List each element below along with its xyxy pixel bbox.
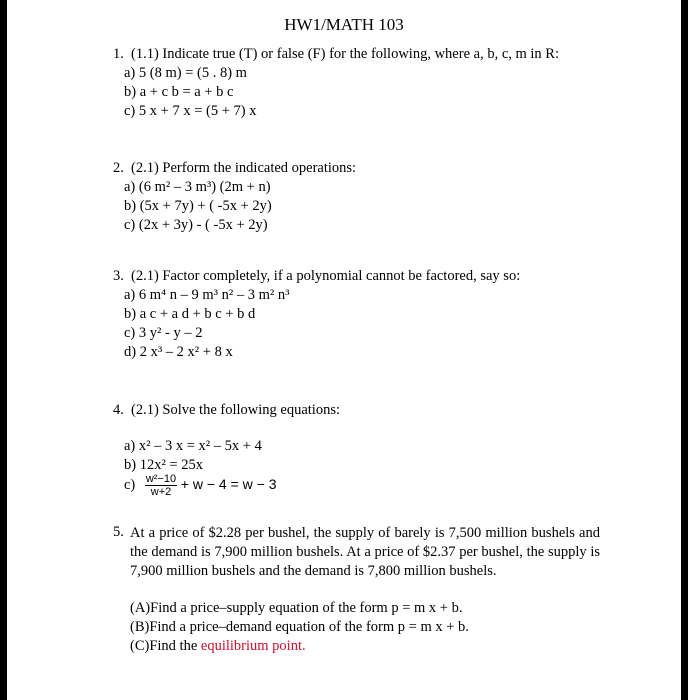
list-item: c) 3 y² - y – 2 (124, 325, 203, 341)
question-text: (2.1) Solve the following equations: (131, 402, 341, 418)
list-item: (A)Find a price–supply equation of the form p = m x + b. (130, 600, 463, 616)
question-number: 4. (113, 402, 124, 418)
fraction (145, 473, 177, 498)
part-c-text: (C)Find the (130, 638, 198, 654)
list-item: c) 5 x + 7 x = (5 + 7) x (124, 103, 257, 119)
question-number: 2. (113, 160, 124, 176)
question-text: (2.1) Factor completely, if a polynomial cannot be factored, say so: (131, 268, 521, 284)
question-text: At a price of $2.28 per bushel, the supply of barely is 7,500 million bushels and the demand is 7,900 million bushels. At a price of $2.37 per bushel, the supply is 7,900 million bushels and the demand is 7,800 million bushels. (130, 525, 600, 579)
list-item: c) (2x + 3y) - ( -5x + 2y) (124, 217, 268, 233)
question-text: (2.1) Perform the indicated operations: (131, 160, 357, 176)
equilibrium-point-link[interactable]: equilibrium point. (200, 638, 306, 654)
question-number: 5. (113, 524, 124, 540)
question-5-parts (130, 599, 469, 656)
equation-rest: + w − 4 = w − 3 (180, 475, 277, 492)
page-title: HW1/MATH 103 (284, 15, 404, 34)
list-item: b) 12x² = 25x (124, 457, 203, 473)
fraction-denominator: w+2 (150, 486, 172, 498)
list-item: a) x² – 3 x = x² – 5x + 4 (124, 438, 262, 454)
list-item: d) 2 x³ – 2 x² + 8 x (124, 344, 233, 360)
document-page (7, 0, 681, 700)
list-item: a) (6 m² – 3 m³) (2m + n) (124, 179, 271, 195)
list-item: b) a c + a d + b c + b d (124, 306, 256, 322)
question-text: (1.1) Indicate true (T) or false (F) for the following, where a, b, c, m in R: (131, 46, 560, 62)
list-item: (B)Find a price–demand equation of the form p = m x + b. (130, 619, 469, 635)
list-item: b) (5x + 7y) + ( -5x + 2y) (124, 198, 272, 214)
question-number: 3. (113, 268, 124, 284)
list-item: a) 6 m⁴ n – 9 m³ n² – 3 m² n³ (124, 287, 290, 303)
list-item-fraction-equation (124, 473, 277, 498)
fraction-numerator: w²−10 (145, 473, 177, 485)
list-item: b) a + c b = a + b c (124, 84, 234, 100)
question-number: 1. (113, 46, 124, 62)
list-item: a) 5 (8 m) = (5 . 8) m (124, 65, 247, 81)
list-item (130, 637, 469, 656)
item-label: c) (124, 476, 136, 493)
